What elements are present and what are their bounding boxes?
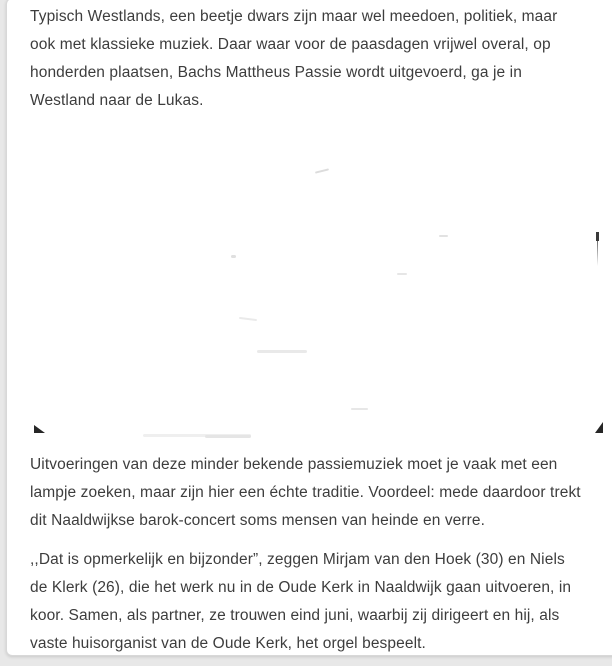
text-line: Westland naar de Lukas.: [30, 92, 204, 109]
text-line: vaste huisorganist van de Oude Kerk, het orgel bespeelt.: [30, 635, 426, 652]
image-artifact-smudge: [239, 317, 257, 321]
article-paragraph-2: [30, 451, 602, 535]
image-artifact-smudge: [205, 435, 251, 438]
text-line: dit Naaldwijkse barok-concert soms mensen van heinde en verre.: [30, 512, 486, 529]
text-line: koor. Samen, als partner, ze trouwen eind juni, waarbij zij dirigeert en hij, als: [30, 607, 560, 624]
text-line: honderden plaatsen, Bachs Mattheus Passie wordt uitgevoerd, ga je in: [30, 64, 522, 81]
image-artifact-tick-tail: [597, 241, 598, 266]
article-card: [6, 0, 612, 656]
faded-article-image: [7, 114, 612, 444]
text-line: lampje zoeken, maar zijn hier een échte traditie. Voordeel: mede daardoor trekt: [30, 484, 581, 501]
article-paragraph-3: [30, 546, 602, 658]
text-line: ,,Dat is opmerkelijk en bijzonder”, zeggen Mirjam van den Hoek (30) en Niels: [30, 551, 565, 568]
image-corner-mark-left: [34, 425, 45, 433]
image-artifact-smudge: [315, 168, 329, 173]
image-artifact-smudge: [439, 235, 448, 237]
text-line: Typisch Westlands, een beetje dwars zijn maar wel meedoen, politiek, maar: [30, 8, 558, 25]
image-artifact-smudge: [231, 255, 236, 258]
text-line: ook met klassieke muziek. Daar waar voor de paasdagen vrijwel overal, op: [30, 36, 551, 53]
image-artifact-smudge: [351, 408, 368, 410]
text-line: de Klerk (26), die het werk nu in de Oude Kerk in Naaldwijk gaan uitvoeren, in: [30, 579, 572, 596]
image-corner-mark-right: [595, 422, 603, 433]
image-artifact-tick: [596, 232, 599, 241]
text-line: Uitvoeringen van deze minder bekende passiemuziek moet je vaak met een: [30, 456, 558, 473]
image-artifact-smudge: [257, 350, 307, 353]
image-artifact-smudge: [397, 273, 407, 275]
article-paragraph-1: [30, 3, 602, 115]
